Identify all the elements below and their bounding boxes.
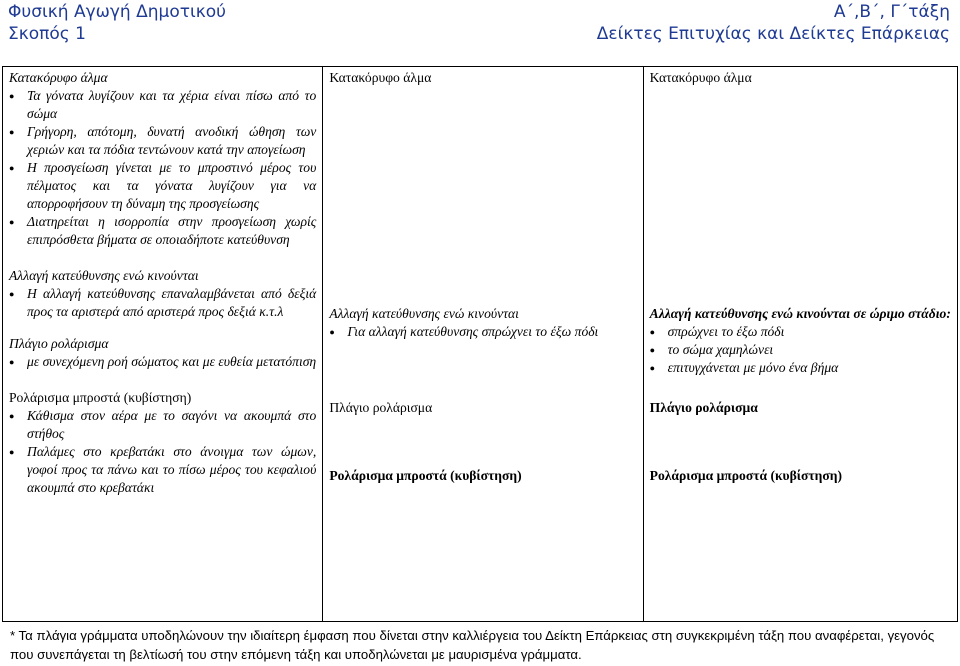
vertical-jump-title: Κατακόρυφο άλμα: [649, 70, 752, 85]
header-right: [597, 1, 950, 45]
column-2: [323, 67, 643, 622]
list-item: ● Κάθισμα στον αέρα με το σαγόνι να ακουμπά στο στήθος: [9, 407, 316, 443]
page-header: [0, 0, 960, 66]
bullet-list: [9, 353, 316, 371]
block-title: Αλλαγή κατεύθυνσης ενώ κινούνται: [9, 268, 199, 283]
goal-label: Σκοπός 1: [8, 24, 86, 44]
side-roll-block: [9, 335, 316, 371]
block-title: Ρολάρισμα μπροστά (κυβίστηση): [9, 390, 192, 405]
list-item: ● το σώμα χαμηλώνει: [650, 341, 951, 359]
list-item: ● Διατηρείται η ισορροπία στην προσγείωση χωρίς επιπρόσθετα βήματα σε οποιαδήποτε κατεύθυνση: [9, 213, 316, 249]
list-item: ● επιτυγχάνεται με μόνο ένα βήμα: [650, 359, 951, 377]
list-item: ● Η αλλαγή κατεύθυνσης επαναλαμβάνεται από δεξιά προς τα αριστερά από αριστερά προς δεξιά κ.τ.λ: [9, 285, 316, 321]
vertical-jump-title: Κατακόρυφο άλμα: [329, 70, 432, 85]
block-title: Αλλαγή κατεύθυνσης ενώ κινούνται: [329, 306, 519, 321]
list-item: ● Παλάμες στο κρεβατάκι στο άνοιγμα των ώμων, γοφοί προς τα πάνω και το πίσω μέρος του κεφαλιού ακουμπά στο κρεβατάκι: [9, 443, 316, 497]
block-title: Κατακόρυφο άλμα: [9, 70, 108, 85]
indicators-title: Δείκτες Επιτυχίας και Δείκτες Επάρκειας: [596, 24, 950, 44]
list-item: ● σπρώχνει το έξω πόδι: [650, 323, 951, 341]
column-1: [3, 67, 323, 622]
list-item: ● Γρήγορη, απότομη, δυνατή ανοδική ώθηση των χεριών και τα πόδια τεντώνουν κατά την απογείωση: [9, 123, 316, 159]
bullet-list: [9, 407, 316, 497]
list-item: ● με συνεχόμενη ροή σώματος και με ευθεία μετατόπιση: [9, 353, 316, 371]
column-3: [643, 67, 957, 622]
direction-change-block: [329, 305, 636, 399]
side-roll-title: Πλάγιο ρολάρισμα: [649, 400, 758, 415]
side-roll-title: Πλάγιο ρολάρισμα: [329, 400, 433, 415]
block-title: Πλάγιο ρολάρισμα: [9, 336, 109, 351]
subject-title: Φυσική Αγωγή Δημοτικού: [8, 2, 226, 22]
list-item: ● Τα γόνατα λυγίζουν και τα χέρια είναι πίσω από το σώμα: [9, 87, 316, 123]
list-item: ● Για αλλαγή κατεύθυνσης σπρώχνει το έξω πόδι: [329, 323, 636, 341]
bullet-list: [9, 285, 316, 321]
direction-change-block: [9, 267, 316, 321]
indicators-table: [2, 66, 958, 622]
block-title: Αλλαγή κατεύθυνσης ενώ κινούνται σε ώριμο στάδιο:: [649, 306, 951, 321]
bullet-list: [650, 323, 951, 377]
forward-roll-block: [9, 389, 316, 497]
vertical-jump-block: [9, 69, 316, 249]
grades-label: Α΄,Β΄, Γ΄τάξη: [833, 2, 950, 22]
forward-roll-title: Ρολάρισμα μπροστά (κυβίστηση): [329, 468, 522, 483]
direction-change-block: [650, 305, 951, 399]
header-left: [8, 1, 226, 45]
bullet-list: [9, 87, 316, 249]
forward-roll-title: Ρολάρισμα μπροστά (κυβίστηση): [649, 468, 842, 483]
list-item: ● Η προσγείωση γίνεται με το μπροστινό μέρος του πέλματος και τα γόνατα λυγίζουν για να απορροφήσουν τη δύναμη της προσγείωσης: [9, 159, 316, 213]
bullet-list: [329, 323, 636, 341]
footnote: * Τα πλάγια γράμματα υποδηλώνουν την ιδιαίτερη έμφαση που δίνεται στην καλλιέργεια του Δείκτη Επάρκειας στη συγκεκριμένη τάξη που αναφέρεται, γεγονός που συνεπάγεται τη βελτίωσή του στην επόμενη τάξη και υποδηλώνεται με μαυρισμένα γράμματα.: [10, 628, 935, 662]
